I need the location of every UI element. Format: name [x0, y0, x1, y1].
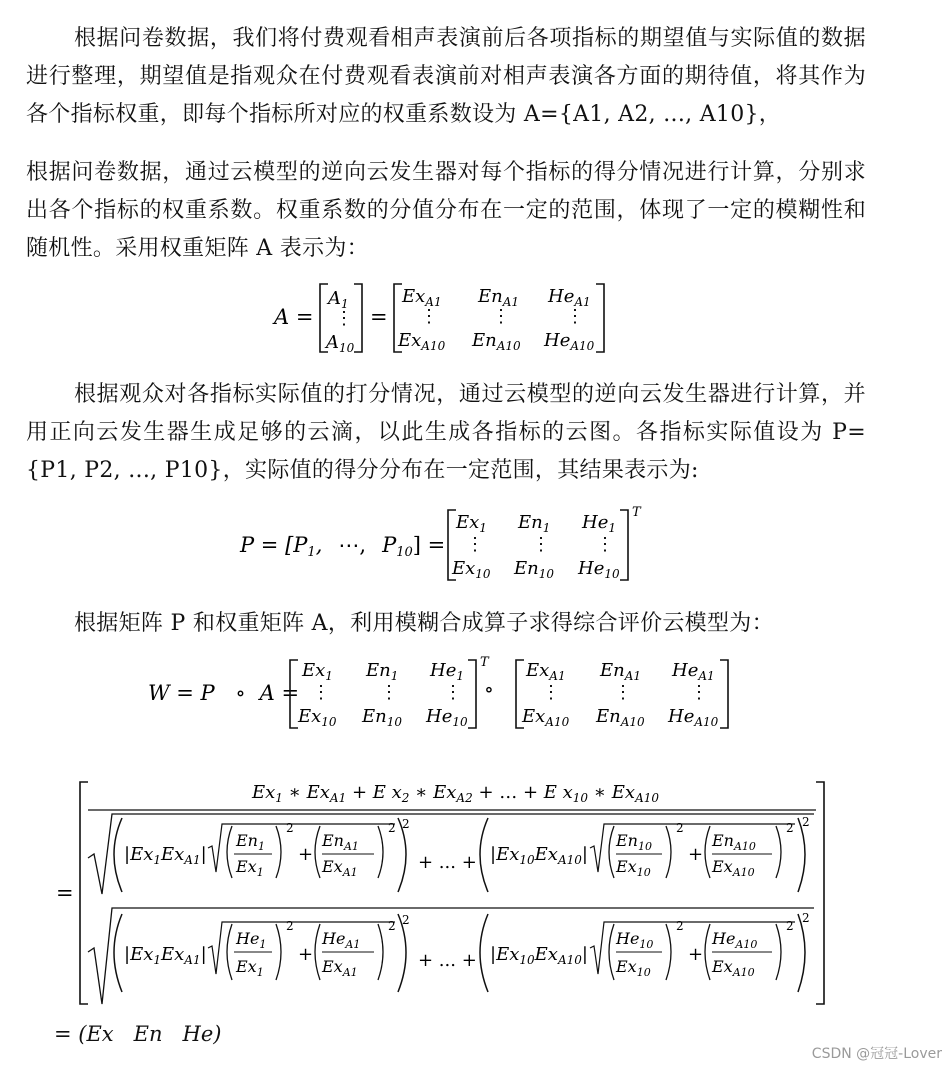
w-a-he10: $He_{A10}$ [668, 706, 719, 729]
numerator: $Ex_1$ ∗ $Ex_{A1} + E$ $x_2$ ∗ $Ex_{A2}$ + … + E $x_{10}$ ∗ $Ex_{A10}$ [252, 782, 659, 805]
w-transpose: T [480, 655, 489, 670]
w-p-dots-1: ⋮ [312, 682, 330, 703]
paragraph-2-text: 根据问卷数据，通过云模型的逆向云发生器对每个指标的得分情况进行计算，分别求出各个指标的权重系数。权重系数的分值分布在一定的范围，体现了一定的模糊性和随机性。采用权重矩阵 A 表示为： [26, 160, 866, 261]
p-dots-3: ⋮ [596, 534, 614, 555]
w-a-ex10: $Ex_{A10}$ [522, 706, 570, 729]
he-frac-den-4: $Ex_{A10}$ [712, 957, 755, 979]
he-plus-1: + [298, 944, 314, 965]
p-cell-ex10: $Ex_{10}$ [452, 558, 491, 581]
he-term-10-abs: $|Ex_{10}Ex_{A10}|$ [490, 944, 588, 967]
he-frac-num-1: $He_1$ [236, 929, 267, 951]
en-frac-num-2: $En_{A1}$ [322, 831, 359, 853]
a-dots-3: ⋮ [566, 306, 584, 327]
w-p-ex1: $Ex_1$ [302, 660, 333, 683]
en-frac-den-2: $Ex_{A1}$ [322, 857, 358, 879]
a-matrix-lhs: A = [274, 305, 314, 329]
en-plus-1: + [298, 844, 314, 865]
he-frac-den-3: $Ex_{10}$ [616, 957, 651, 979]
he-frac-num-3: $He_{10}$ [616, 929, 654, 951]
a-col-dots: ⋮ [335, 308, 353, 329]
en-frac-num-1: $En_1$ [236, 831, 265, 853]
paragraph-2 [26, 154, 866, 268]
paragraph-3 [26, 376, 866, 490]
w-a-en10: $En_{A10}$ [596, 706, 645, 729]
p-cell-en10: $En_{10}$ [514, 558, 555, 581]
he-term-1-abs: $|Ex_1Ex_{A1}|$ [124, 944, 207, 967]
paragraph-4 [26, 605, 866, 643]
a-dots-1: ⋮ [420, 306, 438, 327]
a-col-10: $A_{10}$ [326, 332, 355, 355]
he-sq-outer-2: 2 [802, 911, 810, 925]
he-sq-3: 2 [676, 919, 684, 933]
a-equals: = [370, 305, 388, 329]
weight-matrix-formula [270, 278, 630, 358]
he-sq-1: 2 [286, 919, 294, 933]
w-a-he1: $He_{A1}$ [672, 660, 715, 683]
w-a-dots-2: ⋮ [614, 682, 632, 703]
w-p-he10: $He_{10}$ [426, 706, 468, 729]
en-sq-outer-2: 2 [802, 815, 810, 829]
paragraph-3-text: 根据观众对各指标实际值的打分情况，通过云模型的逆向云发生器进行计算，并用正向云发生器生成足够的云滴，以此生成各指标的云图。各指标实际值设为 P={P1, P2, ..., P10}，实际值的得分分布在一定范围，其结果表示为: [26, 382, 866, 483]
p-dots-2: ⋮ [532, 534, 550, 555]
a-col-1: $A_1$ [328, 288, 349, 311]
en-sq-2: 2 [388, 821, 396, 835]
w-p-dots-3: ⋮ [444, 682, 462, 703]
en-frac-den-4: $Ex_{A10}$ [712, 857, 755, 879]
w-p-he1: $He_1$ [430, 660, 464, 683]
w-p-en1: $En_1$ [366, 660, 399, 683]
w-formula [146, 650, 746, 734]
p-cell-he10: $He_{10}$ [578, 558, 620, 581]
w-a-en1: $En_{A1}$ [600, 660, 642, 683]
paragraph-4-text: 根据矩阵 P 和权重矩阵 A，利用模糊合成算子求得综合评价云模型为： [74, 611, 774, 636]
csdn-watermark: CSDN @冠冠-Lover [811, 1046, 942, 1062]
p-cell-ex1: $Ex_1$ [456, 512, 487, 535]
w-p-dots-2: ⋮ [380, 682, 398, 703]
a-cell-en1: $En_{A1}$ [478, 286, 520, 309]
w-a-dots-3: ⋮ [690, 682, 708, 703]
en-frac-den-3: $Ex_{10}$ [616, 857, 651, 879]
w-p-ex10: $Ex_{10}$ [298, 706, 337, 729]
p-dots-1: ⋮ [466, 534, 484, 555]
he-frac-num-2: $He_{A1}$ [322, 929, 361, 951]
en-sq-outer-1: 2 [402, 817, 410, 831]
he-frac-den-2: $Ex_{A1}$ [322, 957, 358, 979]
en-sq-1: 2 [286, 821, 294, 835]
actual-matrix-formula [238, 500, 658, 584]
w-p-en10: $En_{10}$ [362, 706, 403, 729]
p-cell-he1: $He_1$ [582, 512, 616, 535]
w-operator: ∘ [484, 677, 494, 701]
w-a-ex1: $Ex_{A1}$ [526, 660, 566, 683]
he-frac-num-4: $He_{A10}$ [712, 929, 758, 951]
en-sq-4: 2 [786, 821, 794, 835]
he-sq-4: 2 [786, 919, 794, 933]
en-ellipsis: + ... + [418, 852, 477, 873]
p-cell-en1: $En_1$ [518, 512, 551, 535]
he-ellipsis: + ... + [418, 950, 477, 971]
result-line: = (Ex En He) [54, 1022, 222, 1046]
en-term-10-abs: $|Ex_{10}Ex_{A10}|$ [490, 844, 588, 867]
w-lhs: W = P ∘ A = [148, 681, 300, 705]
a-dots-2: ⋮ [492, 306, 510, 327]
he-sq-2: 2 [388, 919, 396, 933]
a-cell-ex1: $Ex_{A1}$ [402, 286, 442, 309]
a-cell-he1: $He_{A1}$ [548, 286, 591, 309]
en-plus-2: + [688, 844, 704, 865]
w-a-dots-1: ⋮ [542, 682, 560, 703]
he-frac-den-1: $Ex_1$ [236, 957, 264, 979]
a-cell-ex10: $Ex_{A10}$ [398, 330, 446, 353]
en-term-1-abs: $|Ex_1Ex_{A1}|$ [124, 844, 207, 867]
he-plus-2: + [688, 944, 704, 965]
composite-evaluation-formula [50, 768, 840, 1012]
a-cell-en10: $En_{A10}$ [472, 330, 521, 353]
en-sq-3: 2 [676, 821, 684, 835]
paragraph-1 [26, 20, 866, 134]
en-frac-num-4: $En_{A10}$ [712, 831, 756, 853]
en-frac-den-1: $Ex_1$ [236, 857, 264, 879]
a-cell-he10: $He_{A10}$ [544, 330, 595, 353]
en-frac-num-3: $En_{10}$ [616, 831, 652, 853]
he-sq-outer-1: 2 [402, 913, 410, 927]
big-equals: = [56, 881, 74, 905]
paragraph-1-text: 根据问卷数据，我们将付费观看相声表演前后各项指标的期望值与实际值的数据进行整理，期望值是指观众在付费观看表演前对相声表演各方面的期待值，将其作为各个指标权重，即每个指标所对应的权重系数设为 A={A1, A2, ..., A10}， [26, 26, 866, 127]
p-transpose: T [632, 505, 641, 520]
p-lhs: P = [P1, ⋯, P10] = [240, 533, 446, 560]
